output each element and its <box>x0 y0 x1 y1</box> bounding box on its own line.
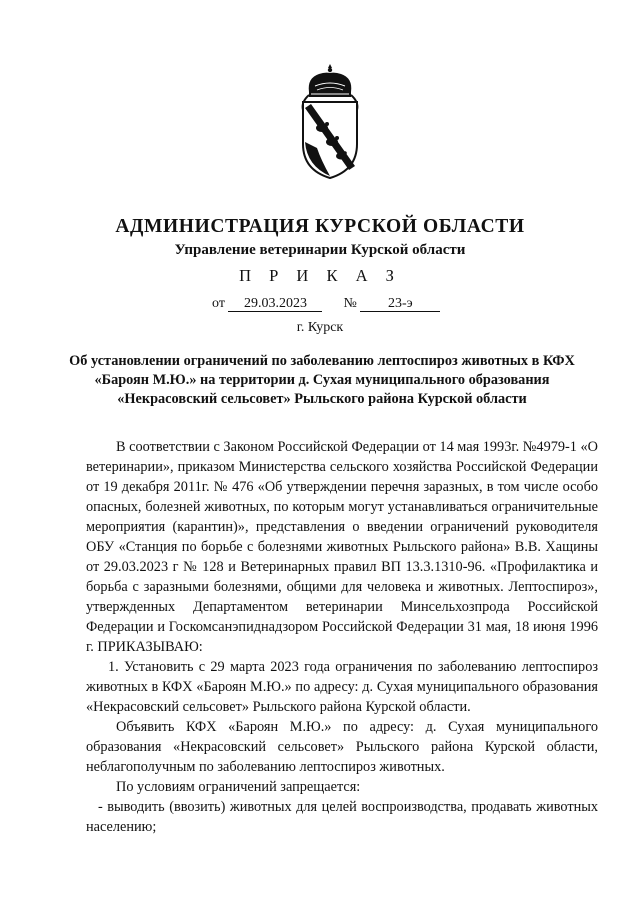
city: г. Курск <box>296 320 344 335</box>
document-body <box>86 437 598 837</box>
number-value: 23-э <box>360 296 440 312</box>
declare-paragraph: Объявить КФХ «Бароян М.Ю.» по адресу: д. Сухая муниципального образования «Некрасовский сельсовет» Рыльского района Курской области, неблагополучным по заболеванию лептоспироз животных. <box>86 719 598 775</box>
date-value: 29.03.2023 <box>228 296 322 312</box>
conditions-intro: По условиям ограничений запрещается: <box>116 779 361 795</box>
preamble-paragraph: В соответствии с Законом Российской Федерации от 14 мая 1993г. №4979-1 «О ветеринарии», приказом Министерства сельского хозяйства Российской Федерации от 19 декабря 2011г. № 476 «Об утверждении перечня заразных, в том числе особо опасных, болезней животных, по которым могут устанавливаться ограничительные мероприятия (карантин)», представления о введении ограничений руководителя ОБУ «Станция по борьбе с болезнями животных Рыльского района» В.В. Хащины от 29.03.2023 г № 128 и Ветеринарных правил ВП 13.3.1310-96. «Профилактика и борьба с заразными болезнями, общими для человека и животных. Лептоспироз», утвержденных Департаментом ветеринарии Минсельхозпрода Российской Федерации и Госкомсанэпиднадзором Российской Федерации 31 мая, 18 июня 1996 г. ПРИКАЗЫВАЮ: <box>86 439 598 655</box>
number-prefix: № <box>343 296 357 311</box>
item-1-paragraph: 1. Установить с 29 марта 2023 года ограничения по заболеванию лептоспироз животных в КФХ «Бароян М.Ю.» по адресу: д. Сухая муниципального образования «Некрасовский сельсовет» Рыльского района Курской области. <box>86 659 598 715</box>
date-number-line <box>212 296 440 312</box>
organization-subtitle: Управление ветеринарии Курской области <box>174 242 466 258</box>
document-type: П Р И К А З <box>239 266 401 285</box>
organization-title: АДМИНИСТРАЦИЯ КУРСКОЙ ОБЛАСТИ <box>115 216 525 237</box>
coat-of-arms-icon <box>295 62 365 180</box>
date-prefix: от <box>212 296 225 311</box>
prohibition-item: - выводить (ввозить) животных для целей воспроизводства, продавать животных населению; <box>86 799 598 835</box>
document-subject: Об установлении ограничений по заболеванию лептоспироз животных в КФХ «Бароян М.Ю.» на территории д. Сухая муниципального образования «Некрасовский сельсовет» Рыльского района Курской области <box>69 353 575 407</box>
